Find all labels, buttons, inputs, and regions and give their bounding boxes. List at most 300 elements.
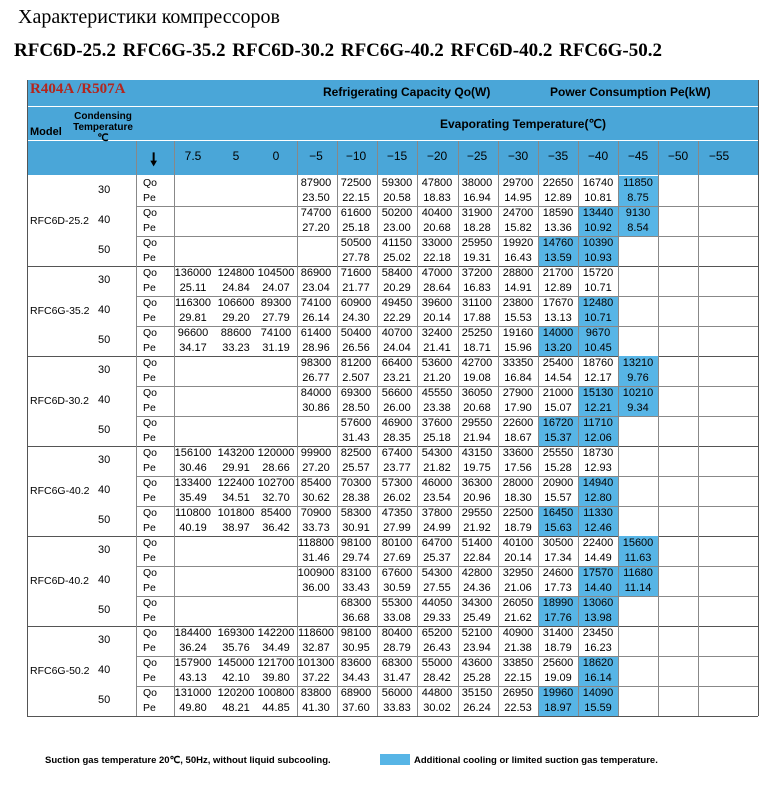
- qo-value: 29550: [461, 507, 493, 519]
- qo-value: 18990: [542, 597, 574, 609]
- temp-header: −10: [345, 149, 367, 163]
- pe-value: 27.79: [262, 312, 290, 324]
- qo-value: 57300: [381, 477, 413, 489]
- column-divider: [698, 141, 699, 716]
- pe-value: 19.08: [463, 372, 491, 384]
- qo-value: 19920: [502, 237, 534, 249]
- pe-value: 41.30: [302, 702, 330, 714]
- row-label-qo: Qo: [143, 207, 158, 219]
- row-label-qo: Qo: [143, 537, 158, 549]
- qo-value: 69300: [340, 387, 372, 399]
- temp-header: −15: [386, 149, 408, 163]
- pe-value: 24.36: [463, 582, 491, 594]
- temp-header: −25: [466, 149, 488, 163]
- qo-value: 45550: [421, 387, 453, 399]
- temp-header: −20: [426, 149, 448, 163]
- qo-value: 88600: [220, 327, 252, 339]
- pe-value: 37.22: [302, 672, 330, 684]
- condensing-temp: 30: [98, 454, 111, 466]
- qo-value: 100800: [257, 687, 295, 699]
- condensing-temp: 30: [98, 274, 111, 286]
- temp-header: −45: [627, 149, 649, 163]
- qo-value: 121700: [257, 657, 295, 669]
- pe-value: 21.20: [423, 372, 451, 384]
- qo-value: 43600: [461, 657, 493, 669]
- condensing-temp: 40: [98, 484, 111, 496]
- qo-value: 68900: [340, 687, 372, 699]
- temp-header: −35: [547, 149, 569, 163]
- pe-value: 42.10: [222, 672, 250, 684]
- pe-value: 13.98: [584, 612, 612, 624]
- pe-value: 17.73: [544, 582, 572, 594]
- pe-value: 21.94: [463, 432, 491, 444]
- capacity-header: Refrigerating Capacity Qo(W): [323, 85, 491, 99]
- qo-value: 16450: [542, 507, 574, 519]
- qo-value: 51400: [461, 537, 493, 549]
- qo-value: 43150: [461, 447, 493, 459]
- qo-value: 74700: [300, 207, 332, 219]
- qo-value: 99900: [300, 447, 332, 459]
- column-divider: [458, 141, 459, 716]
- pe-value: 16.84: [504, 372, 532, 384]
- qo-value: 58300: [340, 507, 372, 519]
- pe-value: 13.13: [544, 312, 572, 324]
- qo-value: 14940: [582, 477, 614, 489]
- pe-value: 17.56: [504, 462, 532, 474]
- qo-value: 124800: [217, 267, 255, 279]
- pe-value: 27.20: [302, 222, 330, 234]
- footnote: Suction gas temperature 20℃, 50Hz, without liquid subcooling.: [45, 755, 331, 766]
- page-title: Характеристики компрессоров: [18, 6, 280, 28]
- pe-value: 23.50: [302, 192, 330, 204]
- pe-value: 18.79: [544, 642, 572, 654]
- row-divider: [136, 596, 758, 597]
- row-label-qo: Qo: [143, 267, 158, 279]
- pe-value: 10.93: [584, 252, 612, 264]
- pe-value: 12.06: [584, 432, 612, 444]
- column-divider: [618, 141, 619, 716]
- pe-value: 25.57: [342, 462, 370, 474]
- qo-value: 133400: [174, 477, 212, 489]
- row-label-qo: Qo: [143, 177, 158, 189]
- qo-value: 46000: [421, 477, 453, 489]
- pe-value: 8.75: [627, 192, 649, 204]
- row-label-pe: Pe: [143, 252, 156, 264]
- pe-value: 15.53: [504, 312, 532, 324]
- column-divider: [417, 141, 418, 716]
- condensing-temp: 50: [98, 424, 111, 436]
- pe-value: 26.02: [383, 492, 411, 504]
- qo-value: 46900: [381, 417, 413, 429]
- qo-value: 36050: [461, 387, 493, 399]
- pe-value: 25.37: [423, 552, 451, 564]
- pe-value: 12.89: [544, 192, 572, 204]
- pe-value: 28.64: [423, 282, 451, 294]
- qo-value: 32950: [502, 567, 534, 579]
- qo-value: 54300: [421, 567, 453, 579]
- condensing-temp: 40: [98, 394, 111, 406]
- pe-value: 16.43: [504, 252, 532, 264]
- row-divider: [136, 326, 758, 327]
- qo-value: 42800: [461, 567, 493, 579]
- qo-value: 100900: [297, 567, 335, 579]
- qo-value: 22500: [502, 507, 534, 519]
- qo-value: 22600: [502, 417, 534, 429]
- qo-value: 33000: [421, 237, 453, 249]
- pe-value: 18.83: [423, 192, 451, 204]
- pe-value: 20.96: [463, 492, 491, 504]
- qo-value: 29550: [461, 417, 493, 429]
- row-label-pe: Pe: [143, 492, 156, 504]
- qo-value: 9670: [585, 327, 611, 339]
- qo-value: 67400: [381, 447, 413, 459]
- pe-value: 48.21: [222, 702, 250, 714]
- qo-value: 21000: [542, 387, 574, 399]
- pe-value: 29.20: [222, 312, 250, 324]
- qo-value: 60900: [340, 297, 372, 309]
- row-label-qo: Qo: [143, 417, 158, 429]
- block-divider: [27, 716, 758, 717]
- pe-value: 25.11: [179, 282, 207, 294]
- pe-value: 22.18: [423, 252, 451, 264]
- pe-value: 27.78: [342, 252, 370, 264]
- pe-value: 16.14: [584, 672, 612, 684]
- pe-value: 24.84: [222, 282, 250, 294]
- qo-value: 22400: [582, 537, 614, 549]
- row-divider: [136, 296, 758, 297]
- qo-value: 131000: [174, 687, 212, 699]
- qo-value: 71600: [340, 267, 372, 279]
- pe-value: 33.73: [302, 522, 330, 534]
- qo-value: 67600: [381, 567, 413, 579]
- row-label-qo: Qo: [143, 357, 158, 369]
- qo-value: 142200: [257, 627, 295, 639]
- qo-value: 44050: [421, 597, 453, 609]
- pe-value: 24.99: [423, 522, 451, 534]
- table-border-right: [758, 80, 759, 716]
- pe-value: 23.54: [423, 492, 451, 504]
- qo-value: 39600: [421, 297, 453, 309]
- model-name: RFC6D-30.2: [30, 395, 89, 407]
- down-arrow-icon: 🠗: [150, 150, 158, 169]
- model-name: RFC6D-40.2: [30, 575, 89, 587]
- row-label-qo: Qo: [143, 627, 158, 639]
- pe-value: 29.74: [342, 552, 370, 564]
- condensing-temp: 40: [98, 214, 111, 226]
- pe-value: 15.37: [544, 432, 572, 444]
- pe-value: 49.80: [179, 702, 207, 714]
- pe-value: 28.38: [342, 492, 370, 504]
- qo-value: 53600: [421, 357, 453, 369]
- qo-value: 169300: [217, 627, 255, 639]
- row-label-pe: Pe: [143, 552, 156, 564]
- qo-value: 55300: [381, 597, 413, 609]
- pe-value: 31.43: [342, 432, 370, 444]
- qo-value: 156100: [174, 447, 212, 459]
- model-name: RFC6D-25.2: [30, 215, 89, 227]
- pe-value: 13.59: [544, 252, 572, 264]
- qo-value: 55000: [421, 657, 453, 669]
- qo-value: 9130: [625, 207, 651, 219]
- qo-value: 22650: [542, 177, 574, 189]
- row-label-qo: Qo: [143, 687, 158, 699]
- qo-value: 64700: [421, 537, 453, 549]
- qo-value: 30500: [542, 537, 574, 549]
- qo-value: 143200: [217, 447, 255, 459]
- pe-value: 22.15: [504, 672, 532, 684]
- row-divider: [136, 656, 758, 657]
- condensing-temp: 40: [98, 304, 111, 316]
- qo-value: 65200: [421, 627, 453, 639]
- row-label-pe: Pe: [143, 402, 156, 414]
- row-label-qo: Qo: [143, 297, 158, 309]
- evaporating-header: Evaporating Temperature(℃): [440, 117, 606, 131]
- qo-value: 104500: [257, 267, 295, 279]
- qo-value: 15600: [622, 537, 654, 549]
- qo-value: 37800: [421, 507, 453, 519]
- qo-value: 26050: [502, 597, 534, 609]
- qo-value: 72500: [340, 177, 372, 189]
- model-name: RFC6G-35.2: [30, 305, 90, 317]
- row-label-pe: Pe: [143, 372, 156, 384]
- qo-value: 28800: [502, 267, 534, 279]
- qo-value: 31100: [462, 297, 492, 309]
- qo-value: 11330: [583, 507, 613, 519]
- qo-value: 56600: [381, 387, 413, 399]
- qo-value: 13440: [582, 207, 614, 219]
- pe-value: 18.71: [463, 342, 491, 354]
- qo-value: 24700: [502, 207, 534, 219]
- pe-value: 30.46: [179, 462, 207, 474]
- pe-value: 15.07: [544, 402, 572, 414]
- pe-value: 36.00: [302, 582, 330, 594]
- pe-value: 26.77: [302, 372, 330, 384]
- column-divider: [297, 141, 298, 716]
- pe-value: 21.41: [423, 342, 451, 354]
- qo-value: 16740: [582, 177, 614, 189]
- pe-value: 36.42: [262, 522, 290, 534]
- qo-value: 80400: [381, 627, 413, 639]
- qo-value: 12480: [582, 297, 614, 309]
- qo-value: 50200: [381, 207, 413, 219]
- model-column-header: Model: [30, 126, 62, 138]
- column-divider: [658, 141, 659, 716]
- row-label-pe: Pe: [143, 462, 156, 474]
- qo-value: 96600: [177, 327, 209, 339]
- pe-value: 26.00: [383, 402, 411, 414]
- temp-header: 5: [232, 149, 240, 163]
- pe-value: 18.67: [504, 432, 532, 444]
- pe-value: 31.46: [302, 552, 330, 564]
- qo-value: 17670: [542, 297, 574, 309]
- pe-value: 32.70: [262, 492, 290, 504]
- qo-value: 21700: [542, 267, 574, 279]
- row-divider: [136, 416, 758, 417]
- qo-value: 10210: [622, 387, 654, 399]
- qo-value: 37200: [461, 267, 493, 279]
- pe-value: 22.53: [504, 702, 532, 714]
- pe-value: 12.17: [584, 372, 612, 384]
- condensing-temp: 40: [98, 664, 111, 676]
- pe-value: 18.97: [544, 702, 572, 714]
- qo-value: 86900: [300, 267, 332, 279]
- pe-value: 15.96: [504, 342, 532, 354]
- qo-value: 29700: [502, 177, 534, 189]
- pe-value: 12.89: [544, 282, 572, 294]
- condensing-temp: 30: [98, 364, 111, 376]
- qo-value: 13210: [622, 357, 654, 369]
- qo-value: 33600: [502, 447, 534, 459]
- pe-value: 21.62: [504, 612, 532, 624]
- legend-swatch: [380, 754, 410, 765]
- pe-value: 39.80: [262, 672, 290, 684]
- qo-value: 145000: [217, 657, 255, 669]
- qo-value: 83100: [340, 567, 372, 579]
- qo-value: 66400: [381, 357, 413, 369]
- row-divider: [136, 476, 758, 477]
- temp-header: −40: [587, 149, 609, 163]
- pe-value: 26.56: [342, 342, 370, 354]
- row-label-qo: Qo: [143, 447, 158, 459]
- qo-value: 82500: [340, 447, 372, 459]
- qo-value: 36300: [461, 477, 493, 489]
- row-divider: [136, 506, 758, 507]
- qo-value: 74100: [260, 327, 292, 339]
- qo-value: 28000: [502, 477, 534, 489]
- pe-value: 24.04: [383, 342, 411, 354]
- pe-value: 21.82: [423, 462, 451, 474]
- pe-value: 20.68: [463, 402, 491, 414]
- pe-value: 24.07: [262, 282, 290, 294]
- row-label-pe: Pe: [143, 582, 156, 594]
- qo-value: 42700: [461, 357, 493, 369]
- pe-value: 23.94: [463, 642, 491, 654]
- row-divider: [136, 686, 758, 687]
- pe-value: 28.79: [383, 642, 411, 654]
- pe-value: 14.91: [504, 282, 532, 294]
- pe-value: 10.71: [584, 312, 612, 324]
- pe-value: 30.62: [302, 492, 330, 504]
- pe-value: 28.35: [383, 432, 411, 444]
- pe-value: 36.68: [342, 612, 370, 624]
- pe-value: 15.82: [504, 222, 532, 234]
- qo-value: 15720: [582, 267, 614, 279]
- pe-value: 35.49: [179, 492, 207, 504]
- qo-value: 102700: [257, 477, 295, 489]
- model-name: RFC6G-40.2: [30, 485, 90, 497]
- pe-value: 20.58: [383, 192, 411, 204]
- condensing-temp: 50: [98, 604, 111, 616]
- row-label-pe: Pe: [143, 222, 156, 234]
- qo-value: 25950: [461, 237, 493, 249]
- qo-value: 122400: [217, 477, 255, 489]
- pe-value: 27.20: [302, 462, 330, 474]
- row-label-pe: Pe: [143, 192, 156, 204]
- condensing-temp: 50: [98, 334, 111, 346]
- row-label-qo: Qo: [143, 327, 158, 339]
- qo-value: 18730: [582, 447, 614, 459]
- pe-value: 23.38: [423, 402, 451, 414]
- pe-value: 15.63: [544, 522, 572, 534]
- pe-value: 22.84: [463, 552, 491, 564]
- pe-value: 26.24: [463, 702, 491, 714]
- pe-value: 20.29: [383, 282, 411, 294]
- qo-value: 11850: [623, 177, 653, 189]
- pe-value: 19.09: [544, 672, 572, 684]
- pe-value: 20.14: [504, 552, 532, 564]
- qo-value: 47000: [421, 267, 453, 279]
- pe-value: 10.81: [584, 192, 612, 204]
- pe-value: 28.96: [302, 342, 330, 354]
- pe-value: 29.33: [423, 612, 451, 624]
- qo-value: 31400: [542, 627, 574, 639]
- row-label-qo: Qo: [143, 567, 158, 579]
- qo-value: 25400: [542, 357, 574, 369]
- qo-value: 38000: [461, 177, 493, 189]
- pe-value: 10.45: [584, 342, 612, 354]
- pe-value: 12.80: [584, 492, 612, 504]
- qo-value: 116300: [175, 297, 211, 309]
- row-label-pe: Pe: [143, 432, 156, 444]
- qo-value: 40700: [381, 327, 413, 339]
- condensing-temp: 30: [98, 634, 111, 646]
- row-label-qo: Qo: [143, 657, 158, 669]
- qo-value: 89300: [260, 297, 292, 309]
- row-label-pe: Pe: [143, 282, 156, 294]
- qo-value: 118600: [298, 627, 334, 639]
- pe-value: 30.91: [342, 522, 370, 534]
- qo-value: 84000: [300, 387, 332, 399]
- qo-value: 33850: [502, 657, 534, 669]
- qo-value: 44800: [421, 687, 453, 699]
- pe-value: 28.50: [342, 402, 370, 414]
- pe-value: 18.30: [504, 492, 532, 504]
- row-label-pe: Pe: [143, 642, 156, 654]
- qo-value: 47800: [421, 177, 453, 189]
- row-label-pe: Pe: [143, 312, 156, 324]
- pe-value: 14.54: [544, 372, 572, 384]
- power-header: Power Consumption Pe(kW): [550, 85, 711, 99]
- qo-value: 11710: [583, 417, 613, 429]
- column-divider: [538, 141, 539, 716]
- qo-value: 25250: [461, 327, 493, 339]
- temp-header: 0: [272, 149, 280, 163]
- qo-value: 101300: [297, 657, 335, 669]
- row-label-pe: Pe: [143, 612, 156, 624]
- pe-value: 25.28: [463, 672, 491, 684]
- pe-value: 31.19: [262, 342, 290, 354]
- refrigerant-label: R404A /R507A: [30, 81, 126, 97]
- pe-value: 13.20: [544, 342, 572, 354]
- pe-value: 33.83: [383, 702, 411, 714]
- qo-value: 41150: [382, 237, 412, 249]
- pe-value: 12.21: [584, 402, 612, 414]
- pe-value: 35.76: [222, 642, 250, 654]
- row-divider: [136, 386, 758, 387]
- pe-value: 38.97: [222, 522, 250, 534]
- pe-value: 25.18: [342, 222, 370, 234]
- qo-value: 32400: [421, 327, 453, 339]
- qo-value: 98100: [340, 627, 372, 639]
- pe-value: 9.76: [627, 372, 649, 384]
- qo-value: 25550: [542, 447, 574, 459]
- qo-value: 98300: [300, 357, 332, 369]
- row-label-pe: Pe: [143, 342, 156, 354]
- qo-value: 18760: [582, 357, 614, 369]
- qo-value: 157900: [174, 657, 212, 669]
- qo-value: 47350: [381, 507, 413, 519]
- pe-value: 12.46: [584, 522, 612, 534]
